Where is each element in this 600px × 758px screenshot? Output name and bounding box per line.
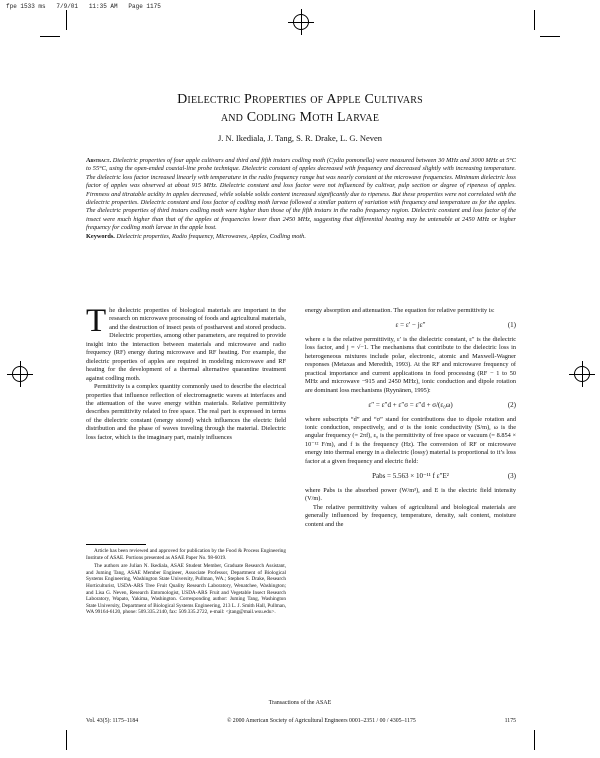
volume-info: Vol. 43(5): 1175–1184 [86,718,139,724]
equation-3 [305,472,516,480]
drop-cap: T [86,303,107,339]
crop-mark-bottom-right [534,730,535,750]
crop-mark-top-left [66,10,67,30]
footnote-authors: The authors are Julian N. Ikediala, ASAE Student Member, Graduate Research Assistant, and Juming Tang, ASAE Member Engineer, Associate Professor, Department of Biological Systems Engineering, Washington State University, Pullman, WA.; Stephen S. Drake, Research Horticulturist, USDA-ARS Tree Fruit Quality Research Laboratory, Wenatchee, Washington; and Lisa G. Neven, Research Entomologist, USDA-ARS Fruit and Vegetable Insect Research Laboratory, Wapato, Yakima, Washington. Corresponding author: Juming Tang, Washington State University, Department of Biological Systems Engineering, 213 L. J. Smith Hall, Pullman, WA 99164-6120, phone: 509.335.2140, fax: 509.335.2722, e-mail: <jtang@mail.wsu.edu>. [86,563,286,616]
author-list: J. N. Ikediala, J. Tang, S. R. Drake, L. G. Neven [217,133,383,143]
keywords-text: Dielectric properties, Radio frequency, Microwaves, Apples, Codling moth. [116,232,306,240]
registration-mark-right [574,366,590,382]
footnote-review: Article has been reviewed and approved for publication by the Food & Process Engineering Institute of ASAE. Portions presented as ASAE Paper No. 98-6019. [86,548,286,561]
intro-paragraph-1: he dielectric properties of biological materials are important in the research on microwave processing of foods and agricultural materials, and the destruction of insect pests of postharvest and stored products. Dielectric properties, among other parameters, are required to provide insight into the interaction between materials and microwave and radio frequency (RF) energy during microwave and RF heating. For example, the dielectric properties of apples are required in modeling microwave and RF heating for the development of a thermal alternative quarantine treatment against codling moth. [86,307,286,382]
equation-2-body: ε″ = ε″d + ε″σ = ε″d + σ/(ε₀ω) [368,401,453,410]
crop-mark-top-left-h [40,36,60,37]
left-column [86,303,286,442]
right-paragraph-4: where Pabs is the absorbed power (W/m³), and E is the electric field intensity (V/m). [305,486,516,503]
intro-paragraph-2: Permittivity is a complex quantity commonly used to describe the electrical properties that influence reflection of electromagnetic waves at interfaces and the attenuation of the wave energy within materials. Relative permittivity describes permittivity related to free space. The real part is expressed in terms of the dielectric constant (energy stored) which influences the electric field distribution and the phase of waves traveling through the material. Dielectric loss factor, which is the imaginary part, mainly influences [86,383,286,441]
right-paragraph-3: where subscripts “d” and “σ” stand for contributions due to dipole rotation and ionic conduction, respectively, and σ is the ionic conductivity (S/m), ω is the angular frequency (= 2πf), ε₀ is the permittivity of free space or vacuum (= 8.854 × 10⁻¹² F/m), and f is the frequency (Hz). The conversion of RF or microwave energy into thermal energy in a dielectric (lossy) material is proportional to it’s loss factor at a given frequency and electric field: [305,415,516,465]
equation-3-number: (3) [507,472,516,481]
registration-mark-left [12,366,28,382]
abstract-text: Dielectric properties of four apple cultivars and third and fifth instars codling moth (Cydia pomonella) were measured between 30 MHz and 3000 MHz at 5°C to 55°C, using the open-ended coaxial-line probe technique. Dielectric constant of apples decreased with frequency and decreased slightly with increasing temperature. The dielectric loss factor increased linearly with temperature in the radio frequency range but was nearly constant at the microwave frequencies. Minimum dielectric loss factor of apples was observed at about 915 MHz. Dielectric constant and loss factor were not influenced by cultivar, pulp section or degree of ripeness of apples. Firmness and titratable acidity in apples decreased, while soluble solids content increased significantly due to ripeness. But these properties were not correlated with the dielectric properties. Dielectric constant and loss factor of codling moth larvae followed a similar pattern of variation with frequency and temperature as for the apples. The dielectric properties of third instars codling moth were higher than those of the fifth instars in the radio frequency region. Dielectric constant and loss factor of the insect were much higher than that of the apples at frequencies lower than 2450 MHz, suggesting that differential heating may be untenable at 2450 MHz or higher frequency for codling moth larvae in the apple host. [86,157,517,232]
keywords-label: Keywords. [86,232,115,240]
title-line-2: and Codling Moth Larvae [220,110,380,125]
right-paragraph-2: where ε is the relative permittivity, ε′ is the dielectric constant, ε″ is the dielectric loss factor, and j = √−1. The mechanisms that contribute to the dielectric loss in heterogeneous mixtures include polar, electronic, atomic and Maxwell-Wagner responses (Metaxas and Meredith, 1993). At the RF and microwave frequency of practical importance and current applications in food processing (RF − 1 to 50 MHz and microwave −915 and 2450 MHz), ionic conduction and dipole rotation are dominant loss mechanisms (Ryynänen, 1995): [305,335,516,394]
registration-mark-top [293,14,309,30]
abstract-label: Abstract. [86,157,112,164]
title-line-1: Dielectric Properties of Apple Cultivars [177,92,423,107]
equation-3-body: Pabs = 5.563 × 10⁻¹¹ f ε″E² [372,472,449,481]
page-number: 1175 [504,718,516,724]
copyright: © 2000 American Society of Agricultural Engineers 0001–2351 / 00 / 4305–1175 [226,718,416,724]
running-footer: Transactions of the ASAE [268,700,332,706]
equation-2-number: (2) [507,401,516,410]
abstract [86,157,516,241]
bottom-line [86,718,516,724]
equation-1 [305,321,516,329]
footnote [86,548,286,618]
right-column [305,307,516,529]
crop-mark-top-right-h [540,36,560,37]
equation-2 [305,401,516,409]
footnote-rule [86,544,146,545]
print-slug: fpe 1533 ms 7/9/01 11:35 AM Page 1175 [6,3,161,10]
crop-mark-bottom-left [66,730,67,750]
crop-mark-top-right [534,10,535,30]
equation-1-number: (1) [507,321,516,330]
article-title [60,91,540,127]
right-paragraph-5: The relative permittivity values of agricultural and biological materials are generally influenced by frequency, temperature, density, salt content, moisture content and the [305,503,516,528]
right-paragraph-1: energy absorption and attenuation. The equation for relative permittivity is: [305,307,495,314]
equation-1-body: ε = ε′ − jε″ [395,321,426,330]
